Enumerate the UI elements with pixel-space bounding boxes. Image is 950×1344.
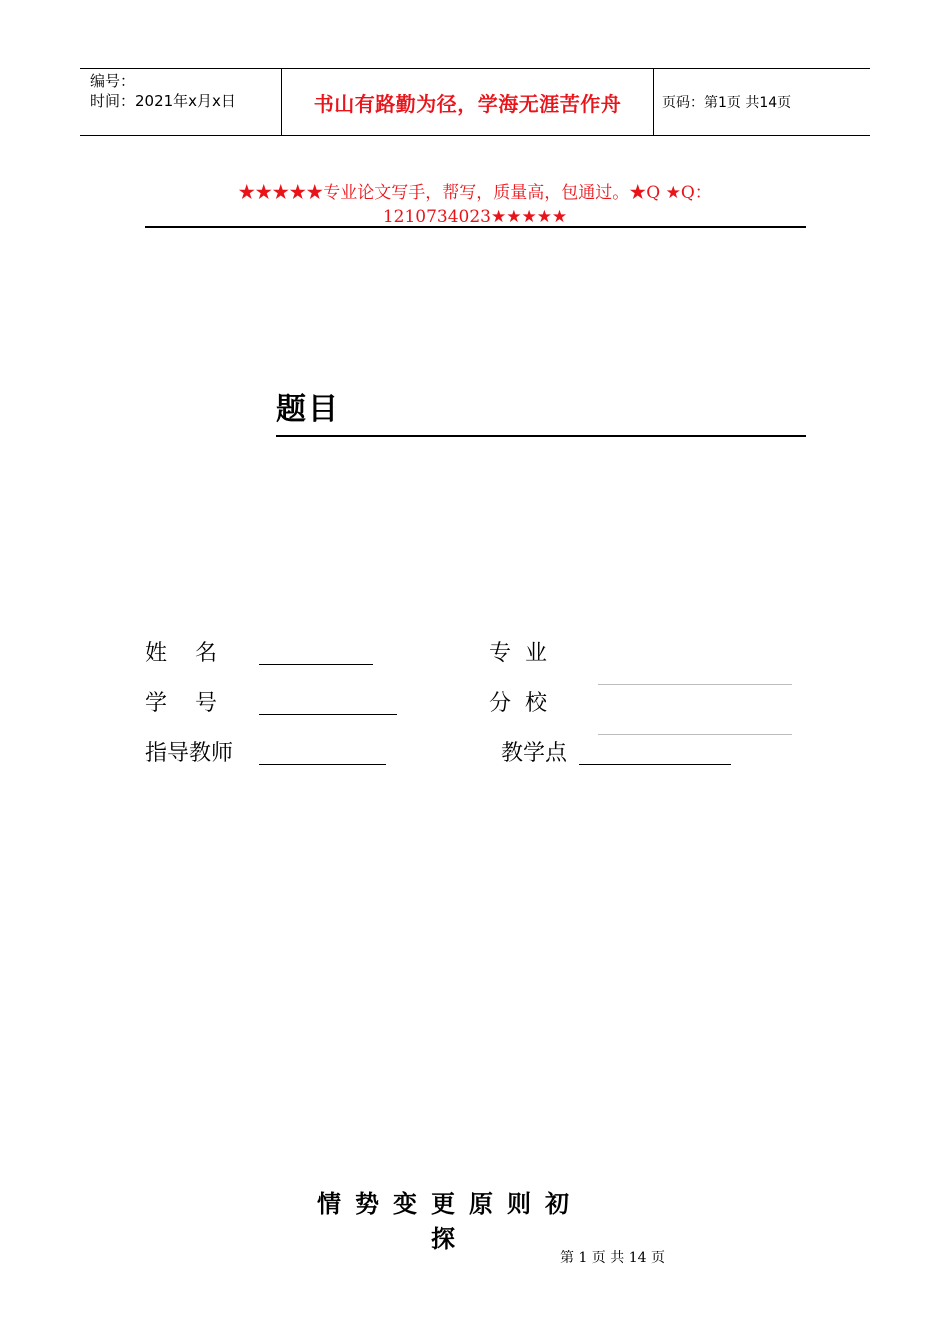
time-label: 时间：2021年x月x日	[90, 92, 236, 110]
header-meta-cell	[80, 69, 281, 135]
ad-divider	[145, 226, 806, 228]
name-label: 姓 名	[145, 641, 217, 666]
ad-banner	[145, 181, 805, 229]
branch-label: 分 校	[489, 691, 547, 716]
essay-title: 情势变更原则初探	[317, 1190, 583, 1253]
branch-blank[interactable]	[598, 734, 792, 735]
advisor-label: 指导教师	[145, 741, 234, 766]
major-blank[interactable]	[598, 684, 792, 685]
student-id-label: 学 号	[145, 691, 217, 716]
header-table	[80, 68, 870, 136]
student-id-blank[interactable]	[259, 714, 397, 715]
header-slogan: 书山有路勤为径，学海无涯苦作舟	[281, 69, 654, 135]
footer-page-number: 第 1 页 共 14 页	[560, 1250, 665, 1266]
major-label: 专 业	[489, 641, 547, 666]
number-label: 编号：	[90, 72, 136, 90]
advisor-blank[interactable]	[259, 764, 386, 765]
name-blank[interactable]	[259, 664, 373, 665]
teaching-point-label: 教学点	[501, 741, 568, 766]
ad-line-1: ★★★★★专业论文写手，帮写，质量高，包通过。★Q ★Q：	[238, 183, 712, 203]
teaching-point-blank[interactable]	[579, 764, 731, 765]
ad-line-2: 1210734023★★★★★	[382, 207, 568, 227]
header-page-info: 页码：第1页 共14页	[662, 95, 792, 111]
topic-underline	[276, 435, 806, 437]
topic-label: 题目	[276, 392, 340, 427]
